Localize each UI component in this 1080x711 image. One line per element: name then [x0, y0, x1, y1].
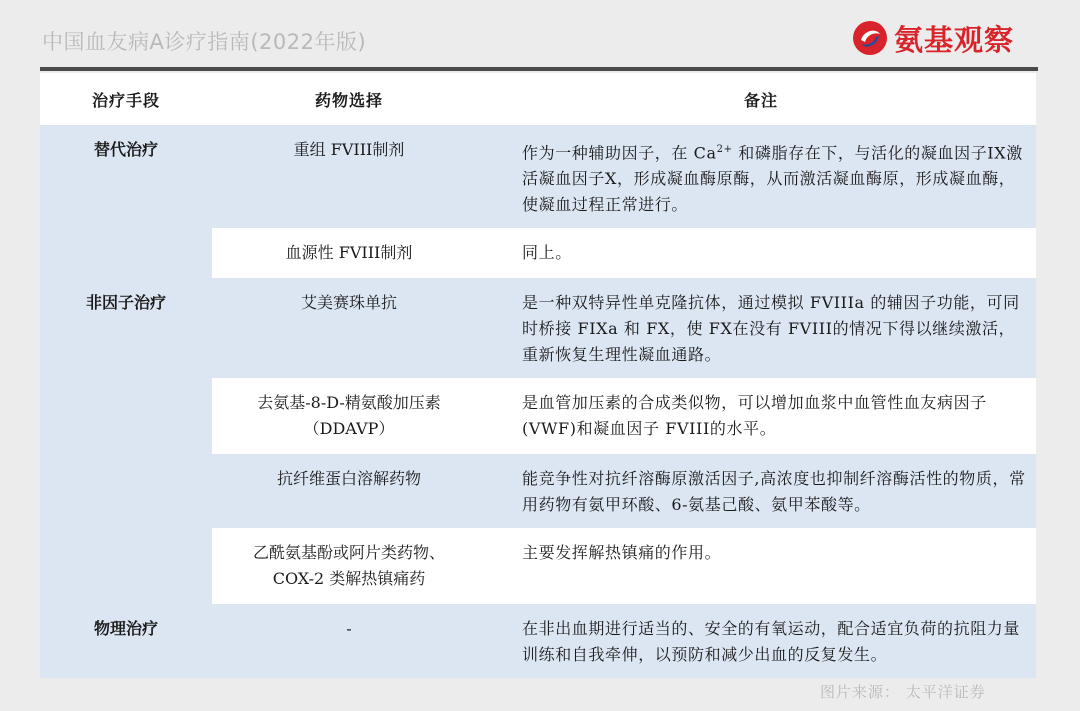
column-header-treatment: 治疗手段: [40, 73, 212, 125]
page-title: 中国血友病A诊疗指南(2022年版): [42, 30, 367, 54]
drug-cell: [212, 604, 486, 678]
table-header-row: [40, 73, 1036, 125]
note-cell: [486, 125, 1036, 228]
note-cell: 同上。: [486, 228, 1036, 278]
column-header-notes: 备注: [486, 73, 1036, 125]
drug-cell: [212, 278, 486, 378]
treatment-table: [40, 73, 1036, 678]
drug-line: 抗纤维蛋白溶解药物: [276, 469, 421, 489]
category-cell: [40, 228, 212, 604]
note-cell: 是血管加压素的合成类似物，可以增加血浆中血管性血友病因子(VWF)和凝血因子 FVIII的水平。: [486, 378, 1036, 454]
drug-line: 艾美赛珠单抗: [300, 293, 397, 313]
drug-cell: [212, 378, 486, 454]
drug-cell: [212, 528, 486, 604]
note-cell: 是一种双特异性单克隆抗体，通过模拟 FVIIIa 的辅因子功能，可同时桥接 FIXa 和 FX，使 FX在没有 FVIII的情况下得以继续激活，重新恢复生理性凝血通路。: [486, 278, 1036, 378]
drug-line: -: [346, 619, 352, 639]
note-cell: 主要发挥解热镇痛的作用。: [486, 528, 1036, 604]
drug-line: 乙酰氨基酚或阿片类药物、: [252, 543, 445, 563]
brand-logo-icon: [852, 20, 888, 56]
column-header-drug: 药物选择: [212, 73, 486, 125]
note-superscript: 2+: [716, 144, 733, 155]
image-source-caption: 图片来源： 太平洋证券: [820, 683, 986, 701]
drug-line: 去氨基-8-D-精氨酸加压素: [257, 393, 441, 413]
note-text: 作为一种辅助因子，在 Ca: [522, 143, 717, 163]
drug-cell: [212, 454, 486, 528]
table-row: [40, 604, 1036, 678]
note-text: 和磷脂存在下，与活化的凝血因子IX激活凝血因子X，形成凝血酶原酶，从而激活凝血酶原，形成凝血酶，使凝血过程正常进行。: [522, 143, 1023, 215]
drug-cell: [212, 125, 486, 228]
category-label: 非因子治疗: [85, 293, 166, 313]
drug-line: 重组 FVIII制剂: [293, 140, 405, 159]
table-row: [40, 125, 1036, 228]
category-cell: 物理治疗: [40, 604, 212, 678]
header-rule: [40, 67, 1038, 71]
brand-logo: [852, 14, 1014, 62]
category-cell: 替代治疗: [40, 125, 212, 228]
drug-line: COX-2 类解热镇痛药: [272, 569, 426, 589]
note-cell: 在非出血期进行适当的、安全的有氧运动，配合适宜负荷的抗阻力量训练和自我牵伸，以预防和减少出血的反复发生。: [486, 604, 1036, 678]
brand-logo-text: 氨基观察: [894, 22, 1015, 57]
note-cell: 能竞争性对抗纤溶酶原激活因子,高浓度也抑制纤溶酶活性的物质，常用药物有氨甲环酸、6-氨基己酸、氨甲苯酸等。: [486, 454, 1036, 528]
table-row: [40, 228, 1036, 278]
drug-line: 血源性 FVIII制剂: [285, 243, 413, 263]
drug-cell: [212, 228, 486, 278]
drug-line: （DDAVP）: [303, 419, 395, 439]
